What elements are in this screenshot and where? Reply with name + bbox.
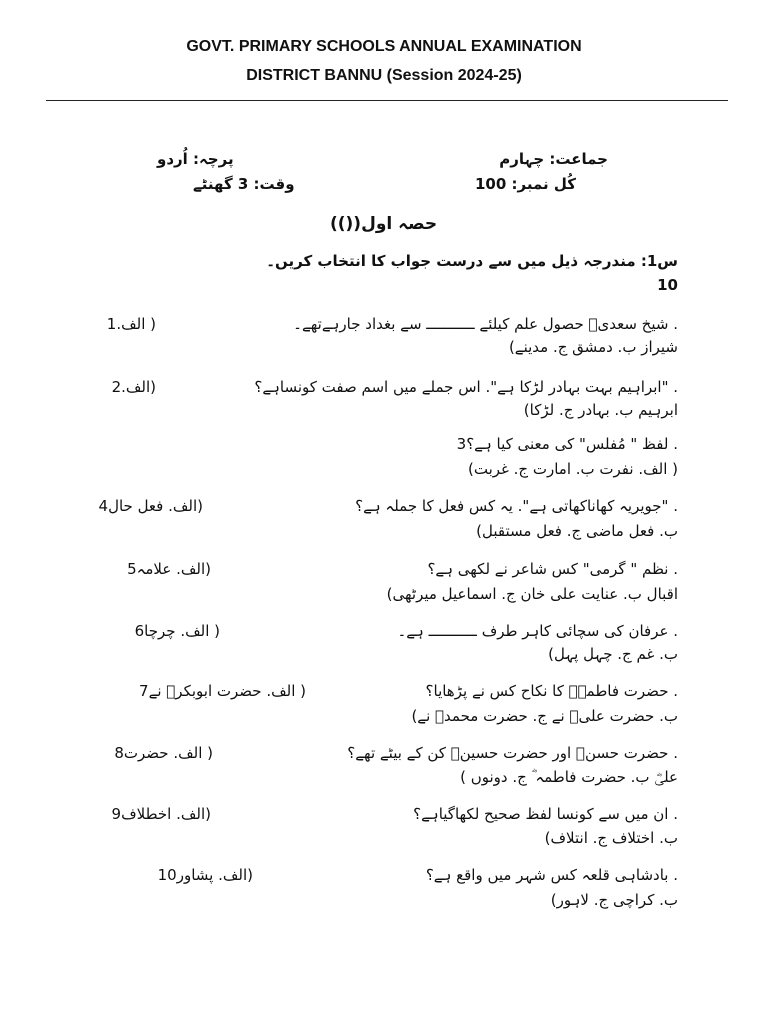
exam-title: GOVT. PRIMARY SCHOOLS ANNUAL EXAMINATION (186, 38, 582, 55)
mcq-option-a: (الف. علامہ5 (127, 560, 211, 578)
mcq-option-a: ( الف. چرچا6 (134, 622, 220, 640)
district-session: DISTRICT BANNU (Session 2024-25) (246, 67, 522, 84)
question-1-heading: س1: مندرجہ ذیل میں سے درست جواب کا انتخاب کریں۔ (266, 252, 678, 270)
mcq-question: . لفظ " مُفلس" کی معنی کیا ہے؟3 (456, 435, 678, 453)
mcq-options: شیراز ب. دمشق ج. مدینے) (508, 338, 678, 356)
section-title: حصہ اول(()) (330, 214, 438, 234)
mcq-options: ب. فعل ماضی ج. فعل مستقبل) (476, 522, 678, 540)
mcq-question: . حضرت حسنؓ اور حضرت حسینؓ کن کے بیٹے تھے؟ (347, 744, 678, 762)
mcq-options: ب. اختلاف ج. انتلاف) (544, 829, 678, 847)
mcq-question: . حضرت فاطمہؓ کا نکاح کس نے پڑھایا؟ (425, 682, 678, 700)
mcq-question: . "جویریہ کھاناکھاتی ہے". یہ کس فعل کا جملہ ہے؟ (355, 497, 678, 515)
mcq-option-a: (الف.2 (111, 378, 156, 396)
mcq-option-a: ( الف.1 (106, 315, 156, 333)
total-marks: کُل نمبر: 100 (474, 175, 576, 193)
mcq-options: اقبال ب. عنایت علی خان ج. اسماعیل میرٹھی) (386, 585, 678, 603)
mcq-question: . بادشاہی قلعہ کس شہر میں واقع ہے؟ (425, 866, 678, 884)
question-1-marks: 10 (657, 276, 678, 294)
mcq-option-a: ( الف. حضرت ابوبکرؓ نے7 (139, 682, 306, 700)
mcq-options: ب. حضرت علیؓ نے ج. حضرت محمدؐ نے) (411, 707, 678, 725)
mcq-options: ( الف. نفرت ب. امارت ج. غربت) (467, 460, 678, 478)
mcq-option-a: (الف. پشاور10 (157, 866, 253, 884)
paper-label: پرچہ: اُردو (157, 150, 234, 168)
time-allowed: وقت: 3 گھنٹے (193, 175, 295, 193)
mcq-options: ب. غم ج. چہل پہل) (548, 645, 678, 663)
mcq-question: . "ابراہیم بہت بہادر لڑکا ہے". اس جملے میں اسم صفت کونساہے؟ (254, 378, 678, 396)
mcq-question: . نظم " گرمی" کس شاعر نے لکھی ہے؟ (427, 560, 678, 578)
mcq-options: ب. کراچی ج. لاہور) (550, 891, 678, 909)
class-label: جماعت: چہارم (499, 150, 608, 168)
mcq-question: . شیخ سعدیؒ حصول علم کیلئے ـــــــــــ سے بغداد جارہےتھے۔ (293, 315, 678, 333)
mcq-options: علیؓ ب. حضرت فاطمہ ؓ ج. دونوں ) (460, 768, 678, 786)
mcq-question: . عرفان کی سچائی کاہر طرف ـــــــــــ ہے۔ (397, 622, 678, 640)
mcq-option-a: (الف. اخطلاف9 (111, 805, 211, 823)
header-divider (46, 100, 728, 101)
mcq-question: . ان میں سے کونسا لفظ صحیح لکھاگیاہے؟ (413, 805, 678, 823)
mcq-options: ابرہیم ب. بہادر ج. لڑکا) (523, 401, 678, 419)
mcq-option-a: ( الف. حضرت8 (114, 744, 213, 762)
mcq-option-a: (الف. فعل حال4 (98, 497, 203, 515)
